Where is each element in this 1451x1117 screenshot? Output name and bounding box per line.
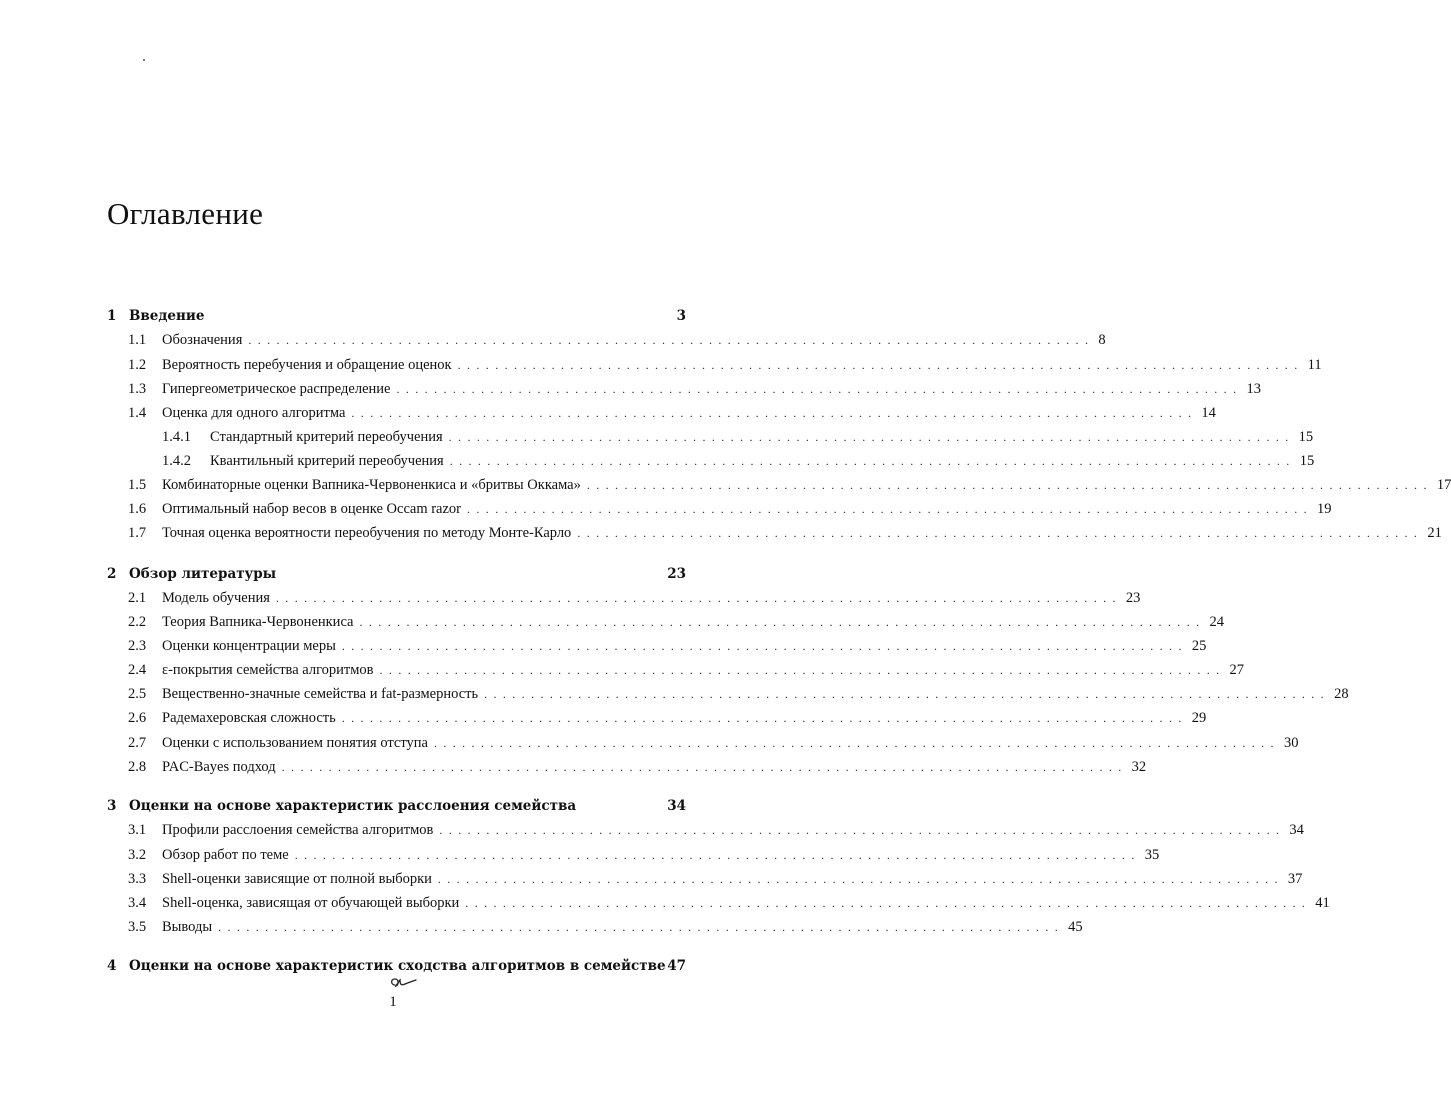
toc-page-number: 34 [667, 798, 686, 814]
toc-entry-number: 1.5 [128, 477, 147, 493]
toc-entry-number: 1 [107, 308, 117, 324]
toc-entry-number: 2.8 [128, 759, 147, 775]
toc-page-number: 15 [1299, 453, 1315, 469]
toc-entry[interactable] [128, 523, 1442, 543]
toc-entry[interactable] [128, 893, 1330, 913]
toc-entry-title: Обозначения [162, 332, 243, 348]
toc-entry-title: Комбинаторные оценки Вапника-Червоненкиса и «бритвы Оккама» [162, 477, 581, 493]
toc-entry-title: Теория Вапника-Червоненкиса [162, 614, 354, 630]
toc-entry-title: Shell-оценки зависящие от полной выборки [162, 871, 432, 887]
toc-page-number: 45 [1068, 919, 1083, 935]
toc-page-number: 15 [1298, 429, 1314, 445]
toc-page-number: 24 [1209, 614, 1224, 630]
toc-dot-leader: .......................................................................................... [341, 639, 1188, 653]
toc-entry-number: 2.3 [128, 638, 147, 654]
toc-entry[interactable] [128, 475, 1451, 495]
toc-entry-title: Обзор работ по теме [162, 847, 289, 863]
toc-dot-leader: .......................................................................................... [448, 430, 1295, 444]
toc-entry[interactable] [128, 869, 1303, 889]
toc-entry[interactable] [128, 330, 1106, 350]
toc-page-number: 47 [667, 958, 686, 974]
toc-entry-title: Стандартный критерий переобучения [210, 429, 443, 445]
toc-entry-title: Квантильный критерий переобучения [210, 453, 444, 469]
toc-entry-number: 1.4.1 [162, 429, 191, 445]
toc-page-number: 14 [1201, 405, 1216, 421]
toc-entry-title: Оценки на основе характеристик сходства алгоритмов в семействе [129, 958, 666, 974]
toc-page-number: 27 [1229, 662, 1245, 678]
toc-dot-leader: .......................................................................................... [359, 615, 1206, 629]
toc-entry-number: 3 [107, 798, 117, 814]
toc-entry[interactable] [128, 403, 1216, 423]
toc-entry-number: 2.7 [128, 735, 147, 751]
toc-page-number: 13 [1246, 381, 1261, 397]
toc-entry[interactable] [128, 636, 1207, 656]
toc-dot-leader: .......................................................................................... [351, 406, 1198, 420]
toc-entry[interactable] [128, 499, 1332, 519]
toc-entry-title: Радемахеровская сложность [162, 710, 336, 726]
toc-dot-leader: .......................................................................................... [396, 382, 1243, 396]
toc-entry-title: Оценки с использованием понятия отступа [162, 735, 428, 751]
toc-page-number: 34 [1289, 822, 1304, 838]
toc-entry-number: 3.1 [128, 822, 147, 838]
toc-entry-number: 3.4 [128, 895, 147, 911]
toc-entry[interactable] [128, 612, 1224, 632]
toc-entry-title: ε-покрытия семейства алгоритмов [162, 662, 374, 678]
toc-entry[interactable] [128, 355, 1322, 375]
toc-entry[interactable] [128, 917, 1083, 937]
toc-entry-number: 1.4 [128, 405, 147, 421]
toc-page-number: 25 [1191, 638, 1207, 654]
toc-entry[interactable] [162, 427, 1314, 447]
handwritten-mark-icon [385, 973, 421, 991]
toc-page-number: 32 [1131, 759, 1147, 775]
toc-dot-leader: .......................................................................................... [465, 896, 1312, 910]
toc-entry[interactable] [128, 708, 1207, 728]
toc-entry-number: 3.5 [128, 919, 147, 935]
toc-entry-title: Оптимальный набор весов в оценке Occam razor [162, 501, 461, 517]
toc-entry[interactable] [128, 820, 1304, 840]
toc-entry-number: 4 [107, 958, 117, 974]
toc-chapter[interactable] [107, 564, 686, 584]
toc-dot-leader: .......................................................................................... [275, 591, 1122, 605]
toc-page-number: 23 [667, 566, 686, 582]
toc-entry[interactable] [128, 684, 1349, 704]
toc-entry-title: Shell-оценка, зависящая от обучающей выборки [162, 895, 460, 911]
toc-entry-title: Гипергеометрическое распределение [162, 381, 391, 397]
toc-entry-title: Оценки концентрации меры [162, 638, 336, 654]
toc-dot-leader: .......................................................................................... [248, 333, 1095, 347]
toc-entry-number: 1.1 [128, 332, 147, 348]
toc-entry-number: 2.6 [128, 710, 147, 726]
toc-entry-title: Оценка для одного алгоритма [162, 405, 346, 421]
toc-entry[interactable] [128, 588, 1141, 608]
toc-entry[interactable] [128, 660, 1245, 680]
toc-entry-title: Модель обучения [162, 590, 270, 606]
toc-page-number: 37 [1287, 871, 1303, 887]
toc-page-number: 29 [1191, 710, 1207, 726]
toc-entry[interactable] [128, 379, 1261, 399]
toc-dot-leader: .......................................................................................... [449, 454, 1296, 468]
toc-dot-leader: .......................................................................................... [577, 526, 1424, 540]
toc-dot-leader: .......................................................................................... [433, 736, 1280, 750]
toc-entry-number: 1.6 [128, 501, 147, 517]
toc-dot-leader: .......................................................................................... [281, 760, 1128, 774]
toc-dot-leader: .......................................................................................... [294, 848, 1141, 862]
toc-page-number: 8 [1098, 332, 1106, 348]
toc-page-number: 23 [1125, 590, 1141, 606]
toc-dot-leader: .......................................................................................... [586, 478, 1433, 492]
toc-entry-title: Вещественно-значные семейства и fat-размерность [162, 686, 479, 702]
toc-page-number: 3 [676, 308, 686, 324]
toc-page-number: 11 [1307, 357, 1322, 373]
toc-dot-leader: .......................................................................................... [467, 502, 1313, 516]
toc-dot-leader: .......................................................................................... [341, 711, 1188, 725]
toc-page-number: 41 [1315, 895, 1330, 911]
toc-entry-title: PAC-Bayes подход [162, 759, 276, 775]
toc-dot-leader: .......................................................................................... [437, 872, 1284, 886]
toc-page-number: 19 [1317, 501, 1332, 517]
toc-entry-title: Вероятность перебучения и обращение оценок [162, 357, 452, 373]
toc-dot-leader: .......................................................................................... [457, 358, 1304, 372]
toc-page-number: 28 [1334, 686, 1349, 702]
toc-entry-number: 1.3 [128, 381, 147, 397]
toc-entry-number: 1.4.2 [162, 453, 191, 469]
toc-page-number: 30 [1283, 735, 1299, 751]
toc-dot-leader: .......................................................................................... [218, 920, 1065, 934]
toc-dot-leader: .......................................................................................... [484, 687, 1331, 701]
toc-page-number: 17 [1436, 477, 1451, 493]
toc-dot-leader: .......................................................................................... [439, 823, 1286, 837]
toc-chapter[interactable] [107, 796, 686, 816]
toc-entry-title: Оценки на основе характеристик расслоения семейства [129, 798, 577, 814]
page-number: 1 [389, 994, 397, 1010]
toc-entry-title: Точная оценка вероятности переобучения по методу Монте-Карло [162, 525, 572, 541]
toc-entry[interactable] [128, 757, 1147, 777]
toc-entry[interactable] [128, 733, 1299, 753]
page-title: Оглавление [107, 196, 264, 231]
toc-entry-title: Профили расслоения семейства алгоритмов [162, 822, 434, 838]
toc-entry-number: 1.7 [128, 525, 147, 541]
toc-entry-title: Введение [129, 308, 205, 324]
toc-page-number: 35 [1144, 847, 1160, 863]
toc-chapter[interactable] [107, 306, 686, 326]
toc-entry-number: 2.2 [128, 614, 147, 630]
toc-entry-number: 2.1 [128, 590, 147, 606]
toc-entry[interactable] [128, 845, 1160, 865]
toc-entry-number: 2.5 [128, 686, 147, 702]
toc-entry-number: 3.3 [128, 871, 147, 887]
toc-entry-title: Выводы [162, 919, 213, 935]
toc-dot-leader: .......................................................................................... [379, 663, 1226, 677]
toc-page-number: 21 [1427, 525, 1442, 541]
toc-entry-number: 3.2 [128, 847, 147, 863]
toc-entry-title: Обзор литературы [129, 566, 277, 582]
toc-entry-number: 2.4 [128, 662, 147, 678]
toc-entry[interactable] [162, 451, 1315, 471]
toc-entry-number: 1.2 [128, 357, 147, 373]
toc-entry-number: 2 [107, 566, 117, 582]
